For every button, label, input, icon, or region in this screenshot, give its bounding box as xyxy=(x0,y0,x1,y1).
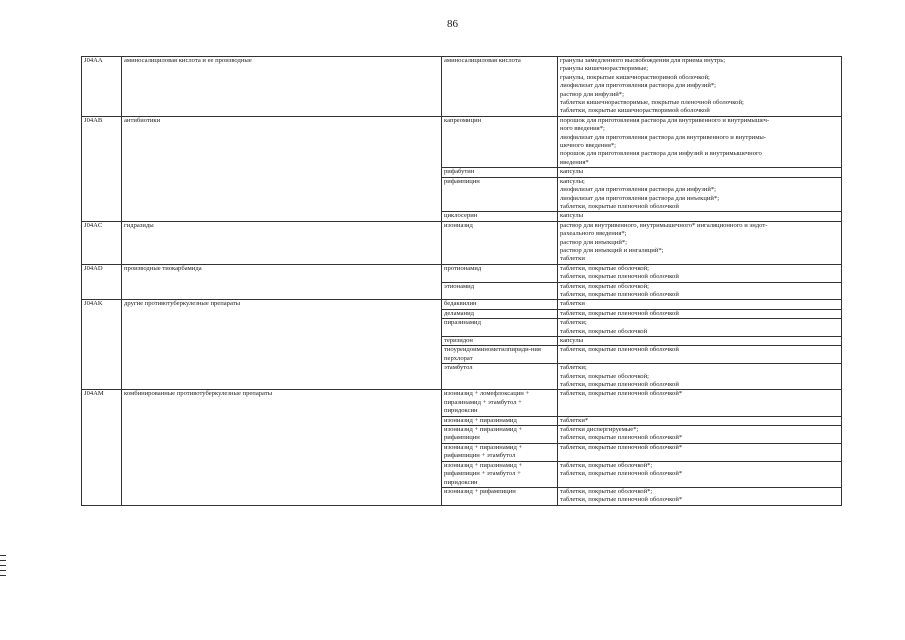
dosage-forms xyxy=(558,416,842,425)
dosage-forms xyxy=(558,390,842,416)
drug-name: изониазид + пиразинамид + рифампицин + этамбутол xyxy=(442,443,558,461)
drug-name: деламанид xyxy=(442,309,558,318)
dosage-form: шечного введения*; xyxy=(560,142,616,150)
dosage-form: раствор для инфузий*; xyxy=(560,90,624,98)
dosage-form: порошок для приготовления раствора для внутривенного и внутримышеч- xyxy=(560,116,770,124)
dosage-form: раствор для инъекций*; xyxy=(560,238,627,246)
dosage-form: введения* xyxy=(560,158,589,166)
dosage-forms xyxy=(558,443,842,461)
atc-code: J04AA xyxy=(82,57,122,117)
dosage-form: лиофилизат для приготовления раствора для инъекций*; xyxy=(560,194,720,202)
dosage-form: таблетки* xyxy=(560,416,589,424)
dosage-form: раствор для внутривенного, внутримышечного* ингаляционного и эндот- xyxy=(560,221,768,229)
dosage-forms xyxy=(558,116,842,167)
dosage-forms xyxy=(558,57,842,117)
dosage-form: таблетки, покрытые пленочной оболочкой* xyxy=(560,443,683,451)
dosage-form: рахеального введения*; xyxy=(560,230,627,238)
table-row xyxy=(82,264,842,282)
atc-code: J04AD xyxy=(82,264,122,300)
atc-code: J04AB xyxy=(82,116,122,221)
dosage-form: таблетки xyxy=(560,300,585,308)
drug-name: изониазид + рифампицин xyxy=(442,487,558,505)
dosage-form: таблетки кишечнорастворимые, покрытые пленочной оболочкой; xyxy=(560,99,744,107)
pharmacological-group: антибиотики xyxy=(122,116,442,221)
dosage-forms xyxy=(558,346,842,364)
drug-name: пиразинамид xyxy=(442,319,558,337)
dosage-form: таблетки, покрытые оболочкой; xyxy=(560,372,649,380)
dosage-form: таблетки; xyxy=(560,364,587,372)
dosage-form: раствор для инъекций и ингаляций*; xyxy=(560,246,664,254)
drug-name: аминосалициловая кислота xyxy=(442,57,558,117)
dosage-forms xyxy=(558,264,842,282)
drug-name: этамбутол xyxy=(442,364,558,390)
dosage-forms xyxy=(558,309,842,318)
drug-name: рифампицин xyxy=(442,177,558,212)
table-row xyxy=(82,300,842,309)
dosage-form: порошок для приготовления раствора для инфузий и внутримышечного xyxy=(560,150,762,158)
drug-table xyxy=(81,56,842,506)
dosage-form: таблетки, покрытые пленочной оболочкой xyxy=(560,202,679,210)
dosage-form: капсулы xyxy=(560,337,584,344)
dosage-form: гранулы замедленного высвобождения для приема внутрь; xyxy=(560,57,726,64)
dosage-forms xyxy=(558,221,842,264)
dosage-forms xyxy=(558,212,842,221)
pharmacological-group: комбинированные противотуберкулезные препараты xyxy=(122,390,442,505)
dosage-forms xyxy=(558,337,842,346)
table-row xyxy=(82,221,842,264)
pharmacological-group: другие противотуберкулезные препараты xyxy=(122,300,442,390)
drug-table-body xyxy=(82,57,842,506)
dosage-form: таблетки, покрытые пленочной оболочкой xyxy=(560,346,679,354)
dosage-form: капсулы xyxy=(560,212,584,220)
drug-name: бедаквилин xyxy=(442,300,558,309)
dosage-form: таблетки, покрытые оболочкой*; xyxy=(560,487,653,495)
dosage-form: таблетки диспергируемые*; xyxy=(560,426,639,434)
dosage-forms xyxy=(558,168,842,177)
drug-name: изониазид + пиразинамид xyxy=(442,416,558,425)
drug-name: рифабутин xyxy=(442,168,558,177)
drug-name: тиоуреидоиминометилпириди-ния перхлорат xyxy=(442,346,558,364)
dosage-form: таблетки, покрытые кишечнорастворимой оболочкой xyxy=(560,107,710,115)
page-number: 86 xyxy=(447,18,458,30)
dosage-form: таблетки, покрытые оболочкой; xyxy=(560,264,649,272)
pharmacological-group: производные тиокарбамида xyxy=(122,264,442,300)
dosage-form: лиофилизат для приготовления раствора для инфузий*; xyxy=(560,186,716,194)
dosage-form: капсулы; xyxy=(560,177,585,185)
dosage-form: таблетки, покрытые пленочной оболочкой xyxy=(560,381,679,389)
table-row xyxy=(82,390,842,416)
dosage-form: таблетки, покрытые оболочкой*; xyxy=(560,461,653,469)
atc-code: J04AK xyxy=(82,300,122,390)
drug-name: капреомицин xyxy=(442,116,558,167)
drug-name: изониазид + пиразинамид + рифампицин xyxy=(442,426,558,444)
dosage-form: таблетки, покрытые пленочной оболочкой* xyxy=(560,390,683,398)
dosage-forms xyxy=(558,282,842,300)
dosage-form: лиофилизат для приготовления раствора для инфузий*; xyxy=(560,82,716,90)
drug-name: изониазид xyxy=(442,221,558,264)
dosage-form: гранулы, покрытые кишечнорастворимой оболочкой; xyxy=(560,73,710,81)
dosage-forms xyxy=(558,177,842,212)
pharmacological-group: аминосалициловая кислота и ее производные xyxy=(122,57,442,117)
dosage-form: гранулы кишечнорастворимые; xyxy=(560,65,649,73)
dosage-form: таблетки, покрытые пленочной оболочкой* xyxy=(560,496,683,504)
dosage-form: таблетки xyxy=(560,255,585,263)
atc-code: J04AC xyxy=(82,221,122,264)
dosage-forms xyxy=(558,319,842,337)
dosage-form: таблетки, покрытые пленочной оболочкой* xyxy=(560,470,683,478)
margin-marks xyxy=(0,555,6,580)
dosage-form: таблетки, покрытые пленочной оболочкой* xyxy=(560,434,683,442)
dosage-form: ного введения*; xyxy=(560,125,605,133)
dosage-form: капсулы xyxy=(560,168,584,176)
table-row xyxy=(82,116,842,167)
dosage-forms xyxy=(558,487,842,505)
dosage-form: таблетки, покрытые оболочкой xyxy=(560,327,648,335)
drug-name: этионамид xyxy=(442,282,558,300)
atc-code: J04AM xyxy=(82,390,122,505)
pharmacological-group: гидразиды xyxy=(122,221,442,264)
drug-name: изониазид + ломефлоксацин + пиразинамид + этамбутол + пиридоксин xyxy=(442,390,558,416)
dosage-forms xyxy=(558,364,842,390)
table-row xyxy=(82,57,842,117)
dosage-forms xyxy=(558,300,842,309)
dosage-form: таблетки, покрытые оболочкой; xyxy=(560,282,649,290)
drug-name: циклосерин xyxy=(442,212,558,221)
drug-name: теризидон xyxy=(442,337,558,346)
dosage-form: таблетки, покрытые пленочной оболочкой xyxy=(560,309,679,317)
dosage-form: таблетки, покрытые пленочной оболочкой xyxy=(560,273,679,281)
dosage-form: лиофилизат для приготовления раствора для внутривенного и внутримы- xyxy=(560,133,766,141)
drug-name: изониазид + пиразинамид + рифампицин + этамбутол + пиридоксин xyxy=(442,461,558,487)
dosage-forms xyxy=(558,426,842,444)
dosage-form: таблетки; xyxy=(560,319,587,327)
dosage-form: таблетки, покрытые пленочной оболочкой xyxy=(560,290,679,298)
drug-name: протионамид xyxy=(442,264,558,282)
dosage-forms xyxy=(558,461,842,487)
